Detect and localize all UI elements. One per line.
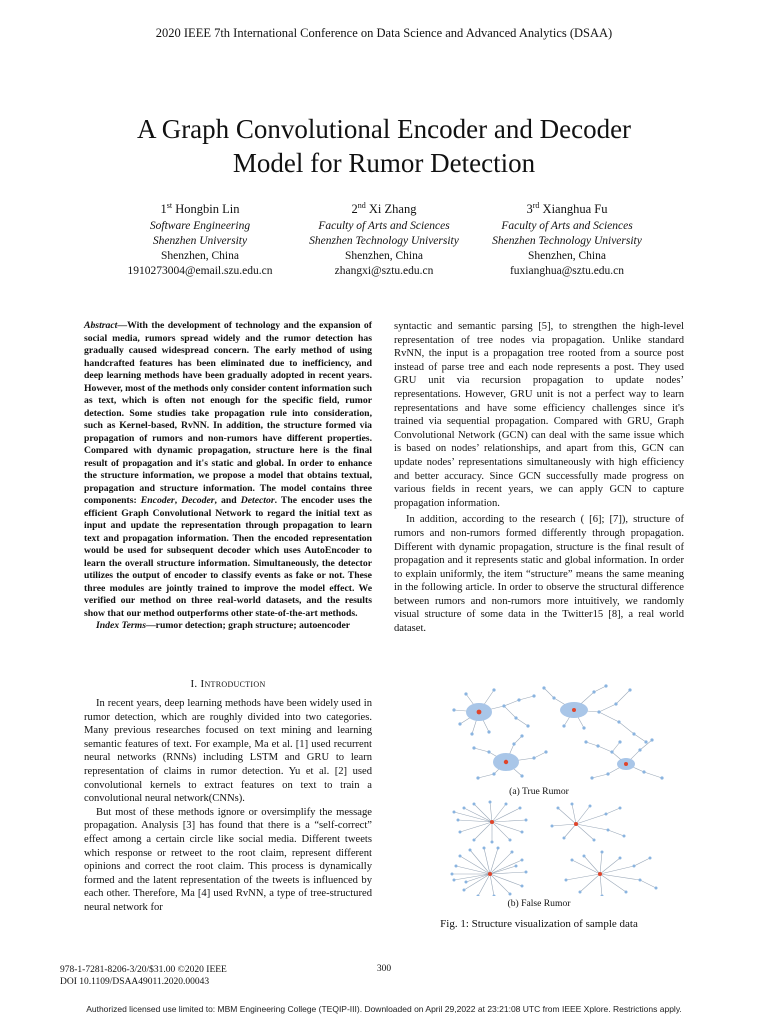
index-terms: [84, 620, 372, 633]
left-column-body: [84, 697, 372, 915]
subcaption-false-rumor: (b) False Rumor: [507, 898, 571, 909]
author-email[interactable]: zhangxi@sztu.edu.cn: [334, 265, 434, 278]
subcaption-true-rumor: (a) True Rumor: [509, 786, 569, 797]
abstract-sep: ,: [174, 495, 182, 506]
license-notice: Authorized licensed use limited to: MBM Engineering College (TEQIP-III). Downloaded on April 29,2022 at 23:21:08 UTC from IEEE Xplore. Restrictions apply.: [86, 1004, 682, 1014]
abstract: [84, 320, 372, 633]
author-univ: Shenzhen University: [152, 235, 248, 248]
author-email[interactable]: 1910273004@email.szu.edu.cn: [127, 265, 273, 278]
author-dept: Software Engineering: [149, 220, 251, 233]
figure-false-rumor: [394, 800, 684, 896]
author-block-3: [447, 198, 687, 279]
author-dept: Faculty of Arts and Sciences: [501, 220, 633, 233]
author-name: 3rd Xianghua Fu: [526, 201, 608, 217]
false-rumor-edges: [452, 802, 656, 896]
false-rumor-graphs: [394, 800, 684, 896]
paragraph: In recent years, deep learning methods have been widely used in rumor detection, which are roughly divided into two categories. Many previous researches focused on text mining and learning semantic features of text. For example, Ma et al. [1] used recurrent neural networks (RNNs) including LSTM and GRU to learn representation of claims in rumor detection. Yu et al. [2] used convolutional kernels to extract features on text to train a convolutional neural network(CNNs).: [84, 698, 372, 805]
paragraph: syntactic and semantic parsing [5], to strengthen the high-level representation of tree nodes via propagation. Unlike standard RvNN, the input is a propagation tree rooted from a source post instead of parse tree and each node represents a post. They used GRU unit via recursion propagation to update nodes’ representations. However, GRU unit is not a perfect way to learn representations and have some efficiency challenges since it's trained via sequential propagation. Compared with GRU, Graph Convolutional Network (GCN) can deal with the same issue which is based on nodes’ relationships, and apart from this, GCN can update nodes’ representations simultaneously with high efficiency and better accuracy. Since GCN successfully made progress on various fields in recent years, we can apply GCN to capture propagation information.: [394, 321, 684, 509]
author-dept: Faculty of Arts and Sciences: [318, 220, 450, 233]
author-city: Shenzhen, China: [161, 250, 239, 263]
author-univ: Shenzhen Technology University: [309, 235, 459, 248]
title-line-1: A Graph Convolutional Encoder and Decoder: [136, 114, 632, 144]
paper-title: [60, 112, 708, 180]
abstract-term-encoder: Encoder: [140, 495, 175, 506]
abstract-label: Abstract: [84, 320, 118, 331]
figure-true-rumor: [394, 682, 684, 784]
index-terms-label: Index Terms: [96, 620, 146, 631]
false-rumor-nodes: [451, 801, 658, 897]
paragraph: But most of these methods ignore or oversimplify the message propagation. Analysis [3] has found that there is a “self-correct” effect among a certain circle like social media. Different tweets which response or retweet to the root claim, represent different opinions and correct the root claim. This process is dynamically formed and the latent representation of the tweets is influenced by each other. Therefore, Ma [4] used RvNN, a type of tree-structured neural network for: [84, 806, 372, 913]
author-city: Shenzhen, China: [345, 250, 423, 263]
author-name: 1st Hongbin Lin: [160, 201, 240, 217]
footer-doi[interactable]: DOI 10.1109/DSAA49011.2020.00043: [60, 977, 210, 987]
section-heading-introduction: I. Introduction: [190, 678, 266, 690]
abstract-term-decoder: Decoder: [181, 495, 215, 506]
author-city: Shenzhen, China: [528, 250, 606, 263]
abstract-text: —With the development of technology and the expansion of social media, rumors spread widely and the rumor detection has gradually caused widespread concern. The early method of using handcrafted features has been eliminated due to inefficiency, and deep learning methods have been gradually adopted in recent years. However, most of the methods only consider content information such as text, which is often not enough for the specific field, rumor detection. Some studies take propagation rule into consideration, such as Kernel-based, RvNN. In addition, the structure formed via propagation of rumors and non-rumors have different properties. Compared with dynamic propagation, structure here is the final result of propagation and it's static and global. In order to enhance the structure information, we propose a model that obtains textual, propagation and structure information. The model contains three components:: [84, 320, 372, 506]
author-email[interactable]: fuxianghua@sztu.edu.cn: [509, 265, 625, 278]
true-rumor-hubs: [466, 702, 635, 771]
figure-caption: Fig. 1: Structure visualization of sample data: [440, 918, 638, 930]
page-number: 300: [376, 964, 392, 974]
right-column-body: [394, 320, 684, 636]
title-line-2: Model for Rumor Detection: [232, 148, 536, 178]
abstract-term-detector: Detector: [240, 495, 275, 506]
author-univ: Shenzhen Technology University: [492, 235, 642, 248]
paragraph: In addition, according to the research ( [6]; [7]), structure of rumors and non-rumors formed differently through propagation. Different with dynamic propagation, structure is the final result of propagation and it represents static and global information. In order to explain uniformly, the item “structure” means the same meaning in the following article. In order to observe the structural difference between rumors and non-rumors more intuitively, we randomly visual structure of some data in the Twitter15 [8], a real world dataset.: [394, 514, 684, 635]
author-name: 2nd Xi Zhang: [351, 201, 417, 217]
abstract-text-cont: . The encoder uses the efficient Graph Convolutional Network to regard the initial text as input and update the representation through propagation to learn text and propagation information. Then the encoded representation would be used for subsequent decoder which uses AutoEncoder to learn the overall structure information. Simultaneously, the detector utilizes the output of encoder to classify events as fake or not. These three modules are jointly trained to improve the model effect. We verified our method on three real-world datasets, and the results show that our method outperforms other state-of-the-art methods.: [84, 495, 372, 619]
footer-publication-info: [60, 964, 227, 988]
footer-isbn: 978-1-7281-8206-3/20/$31.00 ©2020 IEEE: [60, 965, 227, 975]
abstract-sep: , and: [214, 495, 241, 506]
conference-header: 2020 IEEE 7th International Conference on Data Science and Advanced Analytics (DSAA): [155, 26, 613, 40]
index-terms-text: —rumor detection; graph structure; autoencoder: [145, 620, 351, 631]
true-rumor-graphs: [394, 682, 684, 784]
